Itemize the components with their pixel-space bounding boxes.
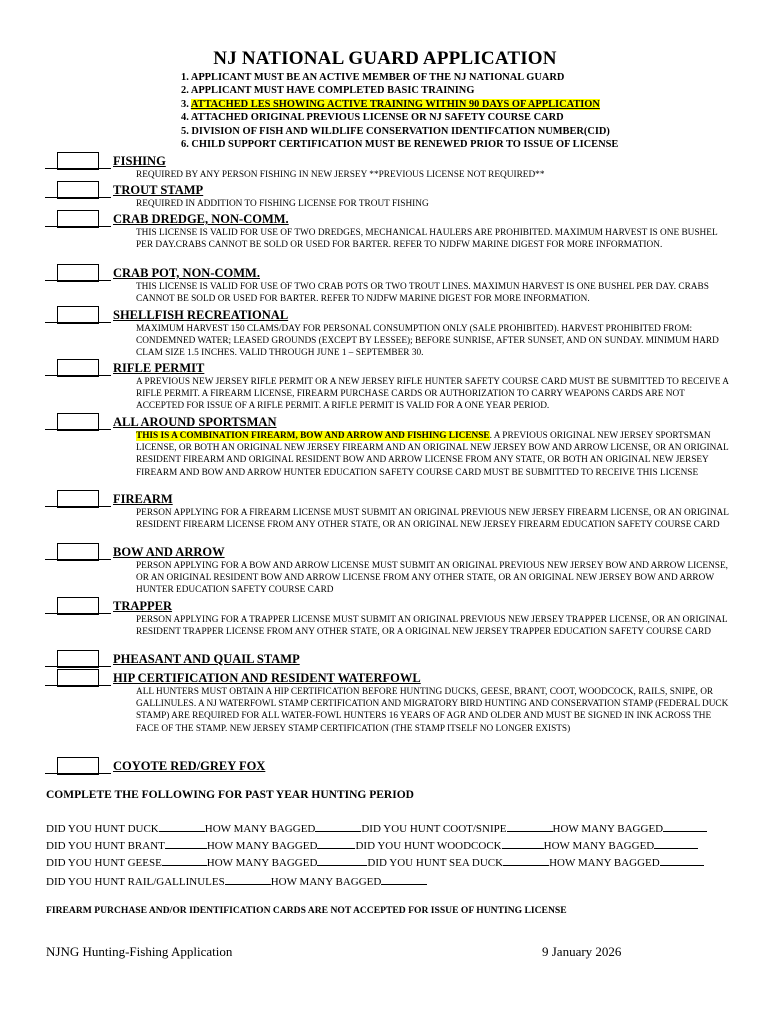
rail-count[interactable]	[381, 874, 427, 885]
section-description: PERSON APPLYING FOR A BOW AND ARROW LICENSE MUST SUBMIT AN ORIGINAL PREVIOUS NEW JERSEY BOW AND ARROW LICENSE, OR AN ORIGINAL RESIDENT BOW AND ARROW LICENSE FROM ANY OTHER STATE, OR AN ORIGINAL NEW JERSEY BOW AND ARROW HUNTER EDUCATION SAFETY COURSE CARD	[136, 561, 728, 596]
footer-document-name: NJNG Hunting-Fishing Application	[46, 944, 233, 959]
requirement-1: 1. APPLICANT MUST BE AN ACTIVE MEMBER OF THE NJ NATIONAL GUARD	[181, 72, 565, 83]
requirement-3: 3. ATTACHED LES SHOWING ACTIVE TRAINING WITHIN 90 DAYS OF APPLICATION	[181, 98, 600, 110]
section-label: TROUT STAMP	[113, 183, 204, 197]
hunting-heading: COMPLETE THE FOLLOWING FOR PAST YEAR HUNTING PERIOD	[46, 789, 414, 801]
requirement-5: 5. DIVISION OF FISH AND WILDLIFE CONSERVATION IDENTIFCATION NUMBER(CID)	[181, 125, 610, 137]
duck-count[interactable]	[315, 821, 361, 832]
section-label: PHEASANT AND QUAIL STAMP	[113, 652, 300, 666]
hunting-row: DID YOU HUNT GEESE HOW MANY BAGGED DID YOU HUNT SEA DUCK HOW MANY BAGGED	[46, 855, 704, 869]
section-description: PERSON APPLYING FOR A TRAPPER LICENSE MUST SUBMIT AN ORIGINAL PREVIOUS NEW JERSEY TRAPPER LICENSE, OR AN ORIGINAL RESIDENT TRAPPER LICENSE FROM ANY OTHER STATE, OR A ORIGINAL NEW JERSEY TRAPPER EDUCATION SAFETY COURSE CARD	[136, 615, 728, 638]
brant-count[interactable]	[317, 838, 355, 849]
page-title: NJ NATIONAL GUARD APPLICATION	[213, 48, 557, 69]
section-label: CRAB DREDGE, NON-COMM.	[113, 212, 289, 226]
section-description: MAXIMUM HARVEST 150 CLAMS/DAY FOR PERSONAL CONSUMPTION ONLY (SALE PROHIBITED). HARVEST PROHIBITED FROM: CONDEMNED WATER; LEASED GROUNDS (EXCEPT BY LESSEE); BEFORE SUNRISE, AFTER SUNSET, AND ON SUNDAY. MINIMUM HARD CLAM SIZE 1.5 INCHES. VALID THROUGH JUNE 1 – SEPTEMBER 30.	[136, 324, 719, 359]
section-description: REQUIRED BY ANY PERSON FISHING IN NEW JERSEY **PREVIOUS LICENSE NOT REQUIRED**	[136, 170, 545, 180]
requirements-list	[181, 71, 618, 151]
sea-duck-answer[interactable]	[503, 855, 549, 866]
section-label: BOW AND ARROW	[113, 545, 225, 559]
section-description: THIS LICENSE IS VALID FOR USE OF TWO DREDGES, MECHANICAL HAULERS ARE PROHIBITED. MAXIMUM HARVEST IS ONE BUSHEL PER DAY.CRABS CANNOT BE SOLD OR USED FOR BARTER. REFER TO NJDFW MARINE DIGEST FOR MORE INFORMATION.	[136, 228, 718, 251]
woodcock-count[interactable]	[654, 838, 698, 849]
sea-duck-count[interactable]	[660, 855, 704, 866]
geese-answer[interactable]	[162, 855, 207, 866]
footer-date: 9 January 2026	[542, 944, 622, 959]
section-label: CRAB POT, NON-COMM.	[113, 266, 260, 280]
section-description: REQUIRED IN ADDITION TO FISHING LICENSE FOR TROUT FISHING	[136, 199, 429, 209]
section-description: THIS IS A COMBINATION FIREARM, BOW AND ARROW AND FISHING LICENSE. A PREVIOUS ORIGINAL NEW JERSEY SPORTSMAN LICENSE, OR BOTH AN ORIGINAL NEW JERSEY FIREARM AND AN ORIGINAL NEW JERSEY BOW AND ARROW LICENSE, OR AN ORIGINAL RESIDENT FIREARM AND ORIGINAL RESIDENT BOW AND ARROW LICENSE FROM ANY STATE, OR BOTH AN ORIGINAL NEW JERSEY FIREARM AND BOW AND ARROW HUNTER EDUCATION SAFETY COURSE CARD MUST BE SUBMITTED TO RECEIVE THIS LICENSE	[136, 431, 729, 478]
coot-answer[interactable]	[507, 821, 553, 832]
duck-answer[interactable]	[159, 821, 205, 832]
section-description: THIS LICENSE IS VALID FOR USE OF TWO CRAB POTS OR TWO TROUT LINES. MAXIMUN HARVEST IS ONE BUSHEL PER DAY. CRABS CANNOT BE SOLD OR USED FOR BARTER. REFER TO NJDFW MARINE DIGEST FOR MORE INFORMATION.	[136, 282, 709, 305]
hunting-row: DID YOU HUNT DUCK HOW MANY BAGGED DID YOU HUNT COOT/SNIPE HOW MANY BAGGED	[46, 821, 707, 835]
section-description: ALL HUNTERS MUST OBTAIN A HIP CERTIFICATION BEFORE HUNTING DUCKS, GEESE, BRANT, COOT, WOODCOCK, RAILS, SNIPE, OR GALLINULES. A NJ WATERFOWL STAMP CERTIFICATION AND MIGRATORY BIRD HUNTING AND CONSERVATION STAMP (FEDERAL DUCK STAMP) ARE REQUIRED FOR ALL WATER-FOWL HUNTERS 16 YEARS OF AGR AND OLDER AND MUST BE SIGNED IN INK ACROSS THE FACE OF THE STAMP. NEW JERSEY STAMP CERTIFICATION (THE STAMP ITSELF NO LONGER EXISTS)	[136, 687, 729, 734]
section-description: A PREVIOUS NEW JERSEY RIFLE PERMIT OR A NEW JERSEY RIFLE HUNTER SAFETY COURSE CARD MUST BE SUBMITTED TO RECEIVE A RIFLE PERMIT. A FIREARM LICENSE, FIREARM PURCHASE CARDS OR AUTHORIZATION TO CARRY WEAPONS CARDS ARE NOT ACCEPTED FOR ISSUE OF A RIFLE PERMIT. A RIFLE PERMIT IS VALID FOR A ONE YEAR PERIOD.	[136, 377, 729, 412]
woodcock-answer[interactable]	[502, 838, 544, 849]
requirement-3-highlight: ATTACHED LES SHOWING ACTIVE TRAINING WITHIN 90 DAYS OF APPLICATION	[190, 98, 600, 110]
section-label: ALL AROUND SPORTSMAN	[113, 415, 277, 429]
requirement-6: 6. CHILD SUPPORT CERTIFICATION MUST BE RENEWED PRIOR TO ISSUE OF LICENSE	[181, 139, 619, 151]
requirement-2: 2. APPLICANT MUST HAVE COMPLETED BASIC TRAINING	[181, 85, 475, 97]
section-label: HIP CERTIFICATION AND RESIDENT WATERFOWL	[113, 671, 421, 685]
notice-text: FIREARM PURCHASE AND/OR IDENTIFICATION CARDS ARE NOT ACCEPTED FOR ISSUE OF HUNTING LICENSE	[46, 905, 567, 916]
geese-count[interactable]	[317, 855, 367, 866]
hunting-row: DID YOU HUNT RAIL/GALLINULES HOW MANY BAGGED	[46, 874, 427, 888]
coot-count[interactable]	[663, 821, 707, 832]
sportsman-highlight: THIS IS A COMBINATION FIREARM, BOW AND ARROW AND FISHING LICENSE	[136, 431, 490, 441]
brant-answer[interactable]	[165, 838, 207, 849]
requirement-4: 4. ATTACHED ORIGINAL PREVIOUS LICENSE OR NJ SAFETY COURSE CARD	[181, 112, 564, 124]
section-label: TRAPPER	[113, 599, 173, 613]
section-label: SHELLFISH RECREATIONAL	[113, 308, 289, 322]
hunting-row: DID YOU HUNT BRANT HOW MANY BAGGED DID YOU HUNT WOODCOCK HOW MANY BAGGED	[46, 838, 698, 852]
section-label: FISHING	[113, 154, 166, 168]
rail-answer[interactable]	[225, 874, 271, 885]
section-description: PERSON APPLYING FOR A FIREARM LICENSE MUST SUBMIT AN ORIGINAL PREVIOUS NEW JERSEY FIREARM LICENSE, OR AN ORIGINAL RESIDENT FIREARM LICENSE FROM ANY OTHER STATE, OR AN ORIGINAL NEW JERSEY FIREARM EDUCATION SAFETY COURSE CARD	[136, 508, 729, 531]
section-label: COYOTE RED/GREY FOX	[113, 759, 266, 773]
section-label: RIFLE PERMIT	[113, 361, 205, 375]
section-label: FIREARM	[113, 492, 173, 506]
